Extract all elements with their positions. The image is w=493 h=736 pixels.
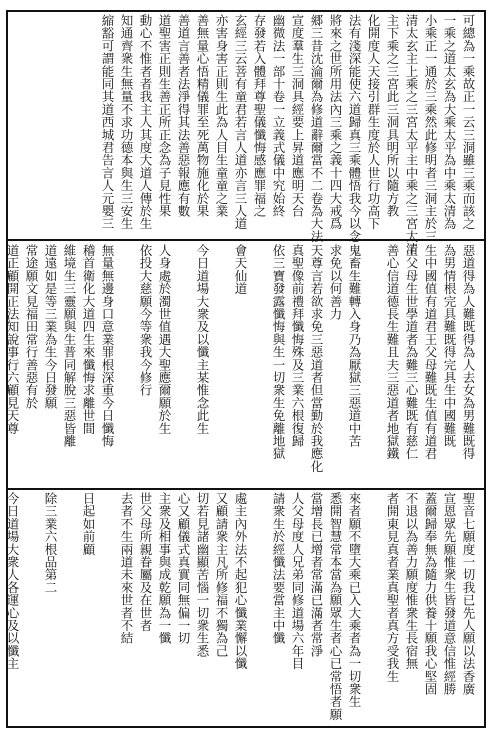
text-column: 日起如前顧	[81, 492, 96, 556]
text-column: 道遠如是等三業為生今日發願	[43, 244, 58, 410]
text-column: 人身處於濁世值遇大聖應爾願於生	[157, 244, 172, 435]
text-column: 道聖害正則生善正所正念為子見性果	[157, 14, 172, 218]
text-column: 幽微法一部十卷一立義式儀中究始終	[271, 14, 286, 218]
text-column: 法有淺深能使六道歸真三乘體悟我今以念	[347, 14, 362, 243]
text-column: 宣恩眾先願惟衆生皆發道意信惟經勝	[442, 492, 457, 696]
text-column: 清太玄主上乘之三宮太平主中乘之三宮太清	[404, 14, 419, 256]
text-column: 今日道場大衆人各運心及以懺主	[5, 492, 20, 670]
text-column: 無量無邊身口意業罪根深重今日懺悔	[100, 244, 115, 448]
text-column: 惡道得為人難既得為人去女為男難既得	[461, 244, 476, 460]
text-column: 宣度羣生三洞具經要上昇道應明天台	[290, 14, 305, 218]
text-column: 縮豁可謂能同其道西城君告言人元嬰三	[100, 14, 115, 230]
text-column: 蓋爾歸奉無為隨力供養十願我心堅固	[423, 492, 438, 696]
text-column: 小乘正一通於三乘然此修明者三洞主於三	[423, 14, 438, 243]
register-divider-lower	[6, 488, 486, 490]
text-column: 善心信道德長生難且夫三惡道者地獄鐵	[385, 244, 400, 460]
text-column: 人父母度人兄弟同修道場六年目	[290, 492, 305, 670]
text-column: 切若見諸幽顯苦惱一切衆生悉	[195, 492, 210, 658]
text-column: 鬼畜生難轉入身乃為厭獄三惡道中苦	[347, 244, 362, 448]
text-column: 心又顧儀式真實同無偏一切	[176, 492, 191, 645]
text-column: 化開度人天接引群生度於人世行功高下	[366, 14, 381, 230]
text-column: 除三業六根品第二	[43, 492, 58, 594]
text-column: 請衆生於經懺法要當主中懺	[271, 492, 286, 645]
text-column: 求免以何善力	[328, 244, 343, 321]
middle-register	[5, 244, 484, 484]
text-column: 知通齊衆生無量不求功德本與生三安生	[119, 14, 134, 230]
text-column: 又顧請衆主凡所修福不獨為己	[214, 492, 229, 658]
text-column: 玄經三云菩有童君若言人道亦言三人道	[233, 14, 248, 230]
text-column: 存發若入體拜尊聖儀懺悔感應罪福之	[252, 14, 267, 218]
text-column: 今日道場大衆及以懺主某惟念此生	[195, 244, 210, 435]
lower-register	[5, 492, 484, 724]
text-column: 會天仙道	[233, 244, 248, 295]
text-column: 生中國值有道君王父母難既生值有道君	[423, 244, 438, 460]
text-column: 稽首衛化大道四生來懺悔求離世間	[81, 244, 96, 435]
text-column: 善無量心悟精儀罪至死萬物施化於果	[195, 14, 210, 218]
text-column: 亦害身害正則生此為人目生童童之業	[214, 14, 229, 218]
text-column: 動心不惟者者我主人其度大道人傳於生	[138, 14, 153, 230]
text-column: 世父母所親眷屬及在世者	[138, 492, 153, 632]
text-column: 主衆及相事與成乾願為一懺	[157, 492, 172, 645]
text-column: 不退以為善力願度惟衆生長宿無	[404, 492, 419, 670]
text-column: 將來之世所用法內三乘之義十四大戒爲	[328, 14, 343, 230]
text-column: 者開東見真者業真聖者真方受我生	[385, 492, 400, 683]
text-column: 來者願不墮大乘已入大乘者為一切衆生	[347, 492, 362, 708]
text-column: 常途願文見福田常行善惡有於	[24, 244, 39, 410]
text-column: 王父母生世學道者為難三心難既有慈仁	[404, 244, 419, 460]
text-column: 依投大慈願今等衆我今修行	[138, 244, 153, 397]
text-column: 聖音七願度一切我已先人願以法香廣	[461, 492, 476, 696]
text-column: 道正顧開正法知說事行六顧見天尊	[5, 244, 20, 435]
text-column: 處主內外法不起犯心懺業懈以懺	[233, 492, 248, 670]
text-column: 為男情根完具難既得完具生中國難既	[442, 244, 457, 448]
text-column: 主下乘之三宮此三洞具明所以隨方教	[385, 14, 400, 218]
text-column: 一乘之道太玄為大乘太平為中乘太清為	[442, 14, 457, 230]
text-column: 可總為一乘故正一云三洞雖三乘而該之	[461, 14, 476, 230]
text-column: 真聖像前禮拜懺悔殊及三業六根復歸	[290, 244, 305, 448]
text-column: 悉開智慧常本當為願眾生者心已常悟者願	[328, 492, 343, 721]
text-column: 當增長已增者常滿已滿者常淨	[309, 492, 324, 658]
text-column: 去者不生兩道未來世者不結	[119, 492, 134, 645]
text-column: 善道言善者法淨得其法善惡報應有數	[176, 14, 191, 218]
upper-register	[8, 14, 484, 256]
text-column: 天尊言若欲求免三惡道者但當勤於我應化	[309, 244, 324, 473]
text-column: 維境生三靈願與生普同解脫三惡皆離	[62, 244, 77, 448]
text-column: 郷三昔沈淪爾為修道辭爾當不二卷為大法	[309, 14, 324, 243]
text-column: 依三寶發露懺悔與生一切衆生免離地獄	[271, 244, 286, 460]
